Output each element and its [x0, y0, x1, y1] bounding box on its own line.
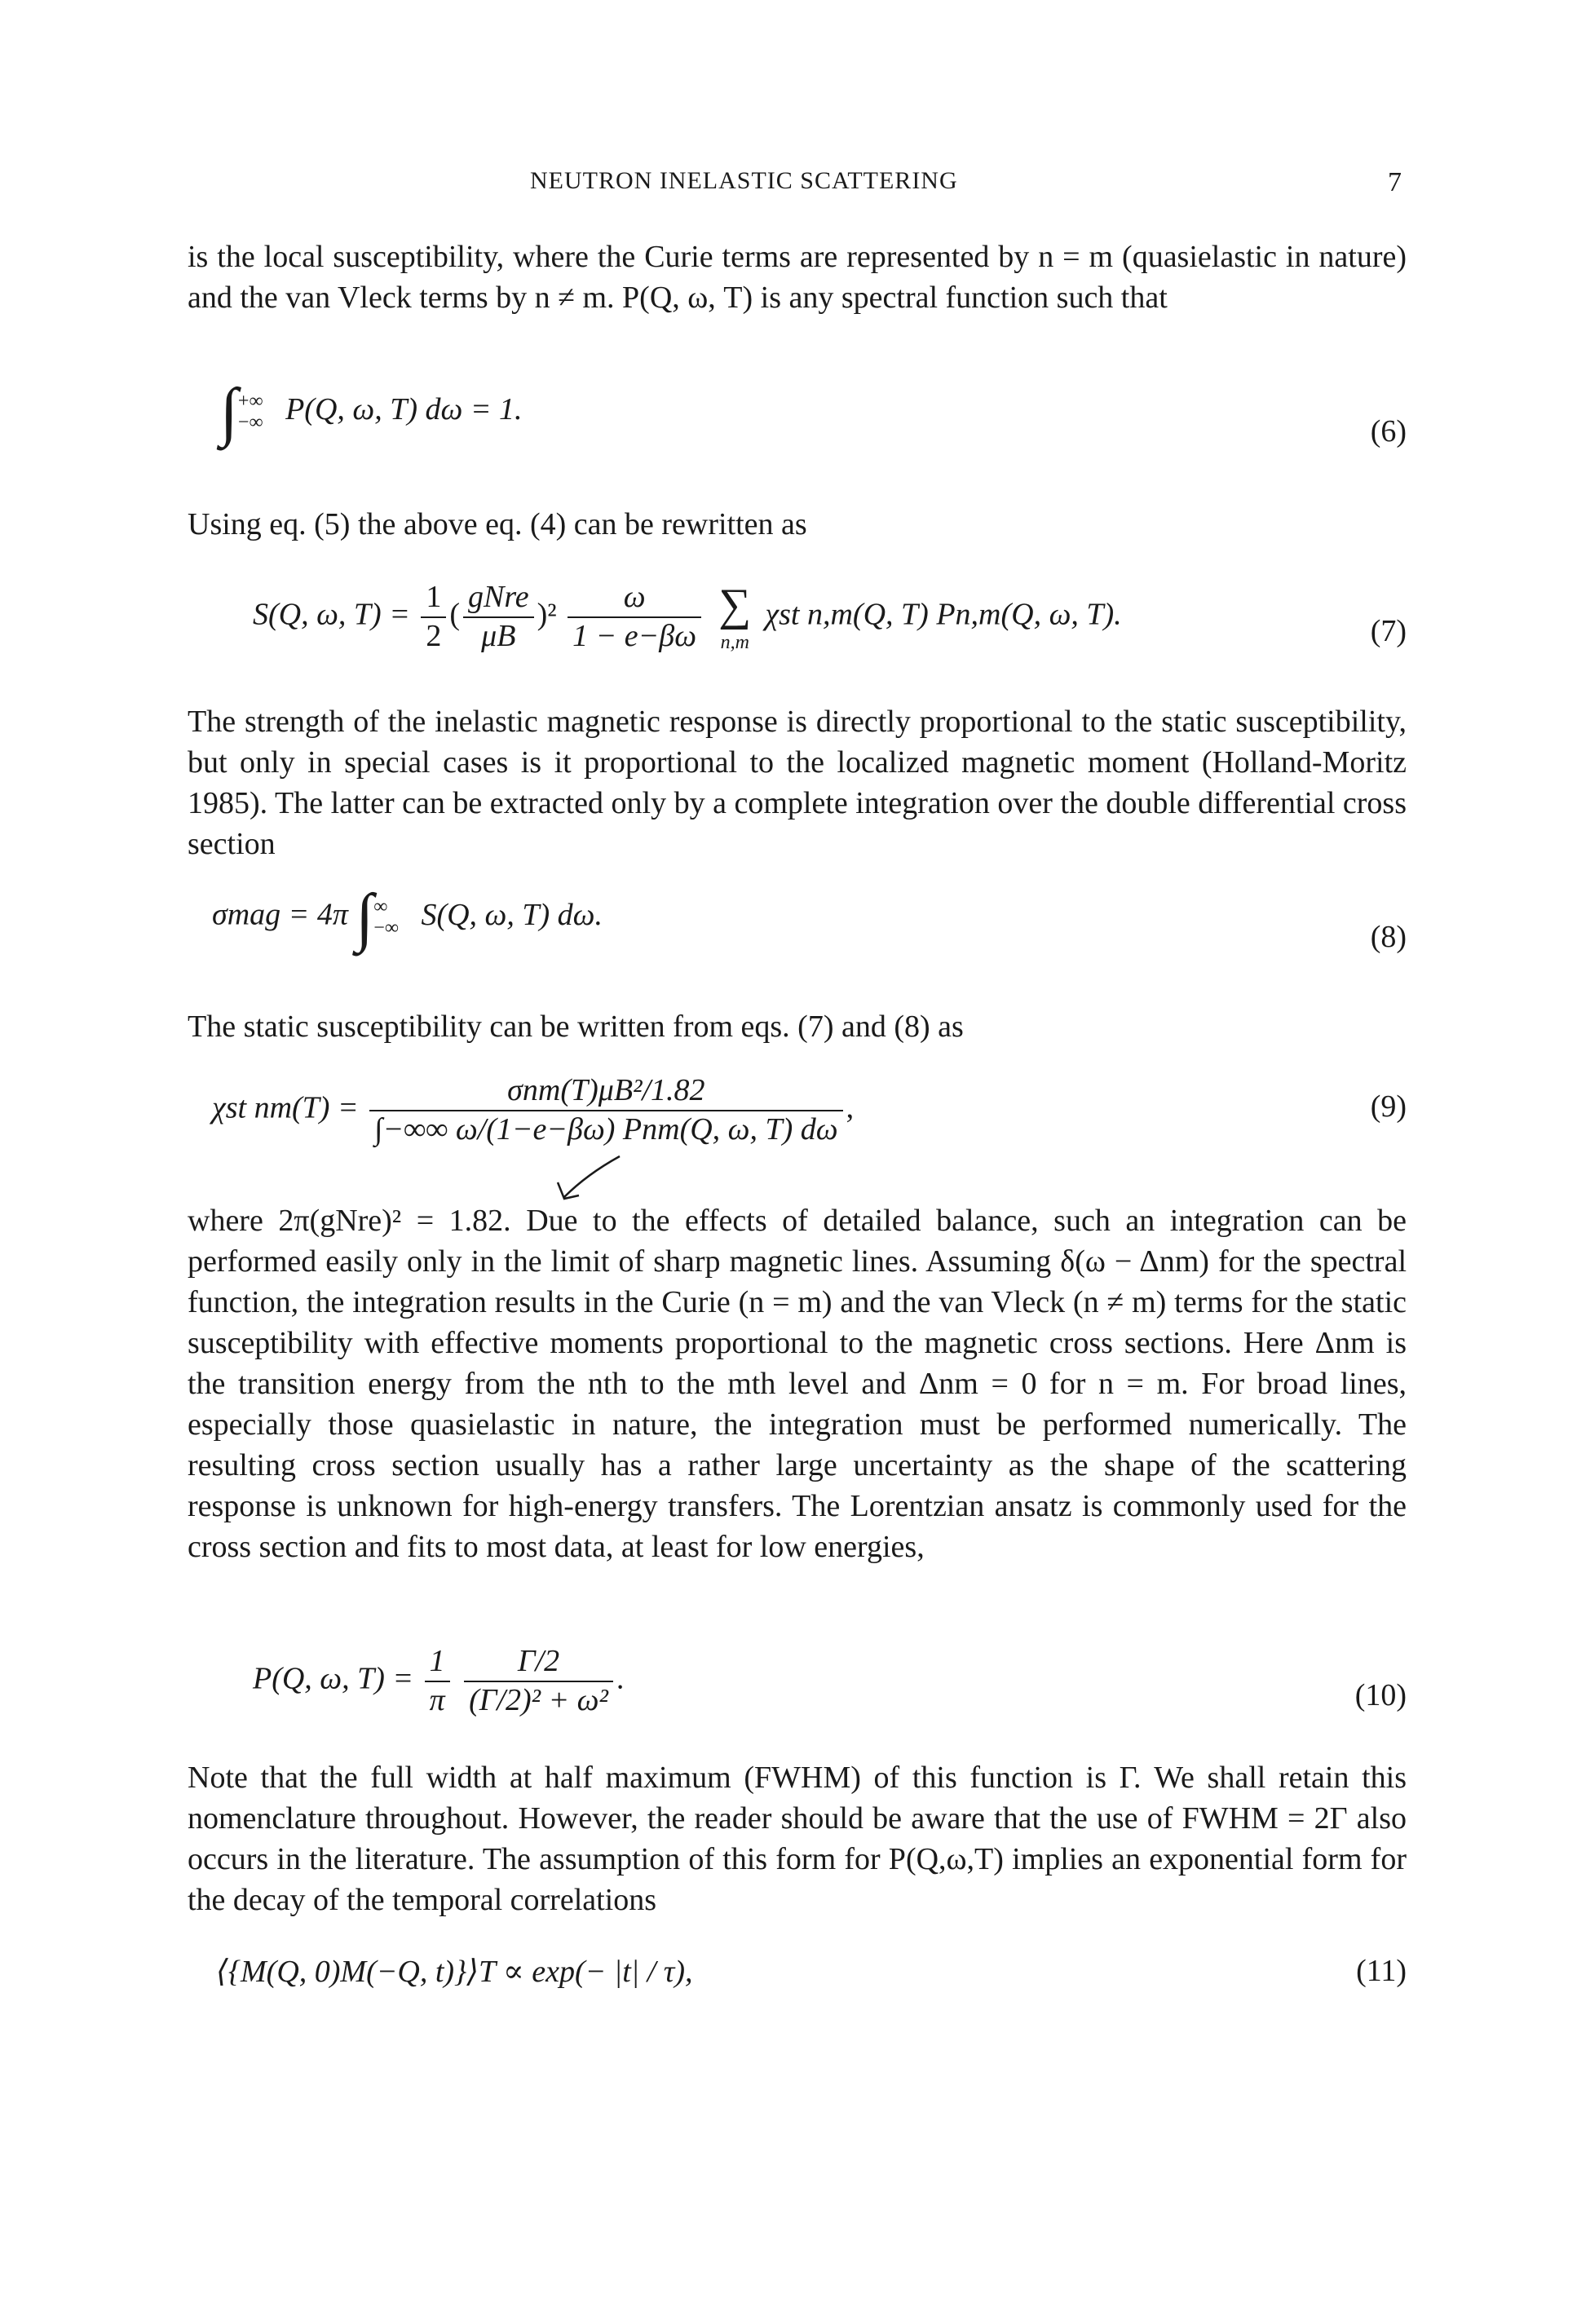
eq7-g-ratio: $\frac{\text{gNre}}{\mu B}$: [463, 579, 534, 655]
paragraph-1: is the local susceptibility, where the Curie terms are represented by n = m (quasielastic in nature) and the van Vleck terms by n ≠ m. P(Q, ω, T) is any spectral function such that: [188, 240, 1407, 315]
eq10-lorentzian: $\frac{\Gamma/2}{\text{(Γ/2)² + ω²}}$: [464, 1643, 613, 1719]
eq8-integrand: S(Q, ω, T) dω.: [421, 897, 603, 932]
paragraph-6: Note that the full width at half maximum (FWHM) of this function is Γ. We shall retain this nomenclature throughout. However, the reader should be aware that the use of FWHM = 2Γ also occurs in the literature. The assumption of this form for P(Q,ω,T) implies an exponential form for the decay of the temporal correlations: [188, 1761, 1407, 1917]
paragraph-2: Using eq. (5) the above eq. (4) can be rewritten as: [188, 507, 807, 541]
equation-7-expression: S(Q, ω, T) = $\frac{1}{2}$ ( $\frac{\text{gNre}}{\mu B}$ )² $\frac{\omega}{1 - e-\beta\omega}$ ∑ n,m χst n,m(Q, T) Pn,m(Q, ω, T).: [253, 580, 1122, 654]
eq8-lhs: σmag = 4π: [212, 897, 348, 932]
running-title: NEUTRON INELASTIC SCATTERING: [530, 167, 958, 194]
lower-limit: −∞: [237, 412, 263, 433]
eq9-denominator: ∫−∞∞ ω/(1−e−βω) Pnm(Q, ω, T) dω: [374, 1111, 838, 1147]
equation-8-expression: σmag = 4π ∫∞ −∞ S(Q, ω, T) dω.: [212, 881, 603, 953]
equation-11: [188, 1945, 1407, 2010]
equation-10: [188, 1635, 1407, 1749]
equation-9-expression: χst nm(T) = $\frac{\text{σnm(T)μB²/1.82}}{\text{∫−∞∞ ω/(1−e−βω) Pnm(Q, ω, T) dω}}$ ,: [212, 1072, 854, 1148]
equation-number-6: (6): [1370, 414, 1407, 448]
equation-6-expression: [220, 376, 523, 448]
page-header: [0, 167, 1590, 208]
eq7-sum: ∑ n,m: [718, 580, 752, 654]
integral-sign: ∫: [220, 376, 238, 448]
eq10-one-over-pi: $\frac{1}{\pi}$: [425, 1643, 450, 1719]
equation-number-8: (8): [1370, 920, 1407, 954]
eq7-detailed-balance: $\frac{\omega}{1 - e-\beta\omega}$: [568, 579, 701, 655]
paragraph-3: The strength of the inelastic magnetic response is directly proportional to the static susceptibility, but only in special cases is it proportional to the localized magnetic moment (Holland-Moritz 1985). The latter can be extracted only by a complete integration over the double differential cross section: [188, 705, 1407, 861]
eq10-lhs: P(Q, ω, T) =: [253, 1661, 414, 1696]
eq7-lhs: S(Q, ω, T) =: [253, 597, 410, 632]
handwritten-arrow-mark: [554, 1150, 628, 1207]
page-number: 7: [1388, 167, 1402, 197]
equation-9: [188, 1064, 1407, 1178]
eq7-half: $\frac{1}{2}$: [421, 579, 446, 655]
eq9-numerator: σnm(T)μB²/1.82: [369, 1072, 843, 1111]
equation-7: [188, 571, 1407, 685]
equation-6: [188, 371, 1407, 485]
equation-8: [188, 877, 1407, 991]
equation-10-expression: P(Q, ω, T) = $\frac{1}{\pi}$ $\frac{\Gamma/2}{\text{(Γ/2)² + ω²}}$ .: [253, 1643, 624, 1719]
integrand: P(Q, ω, T) dω = 1.: [285, 391, 523, 426]
eq9-fraction: [369, 1072, 843, 1148]
equation-number-11: (11): [1356, 1954, 1407, 1988]
integral-sign: ∫: [356, 881, 374, 953]
equation-number-9: (9): [1370, 1089, 1407, 1124]
equation-number-7: (7): [1370, 614, 1407, 648]
eq7-rhs: χst n,m(Q, T) Pn,m(Q, ω, T).: [765, 597, 1122, 632]
paragraph-4: The static susceptibility can be written from eqs. (7) and (8) as: [188, 1010, 964, 1044]
equation-number-10: (10): [1354, 1678, 1407, 1712]
paragraph-5: where 2π(gNre)² = 1.82. Due to the effects of detailed balance, such an integration can be performed easily only in the limit of sharp magnetic lines. Assuming δ(ω − Δnm) for the spectral function, the integration results in the Curie (n = m) and the van Vleck (n ≠ m) terms for the static susceptibility with effective moments proportional to the magnetic cross sections. Here Δnm is the transition energy from the nth to the mth level and Δnm = 0 for n = m. For broad lines, especially those quasielastic in nature, the integration must be performed numerically. The resulting cross section usually has a rather large uncertainty as the shape of the scattering response is unknown for high-energy transfers. The Lorentzian ansatz is commonly used for the cross section and fits to most data, at least for low energies,: [188, 1204, 1407, 1564]
upper-limit: +∞: [237, 390, 263, 412]
eq9-lhs: χst nm(T) =: [212, 1090, 359, 1125]
equation-11-expression: ⟨{M(Q, 0)M(−Q, t)}⟩T ∝ exp(− |t| / τ),: [216, 1955, 693, 1989]
